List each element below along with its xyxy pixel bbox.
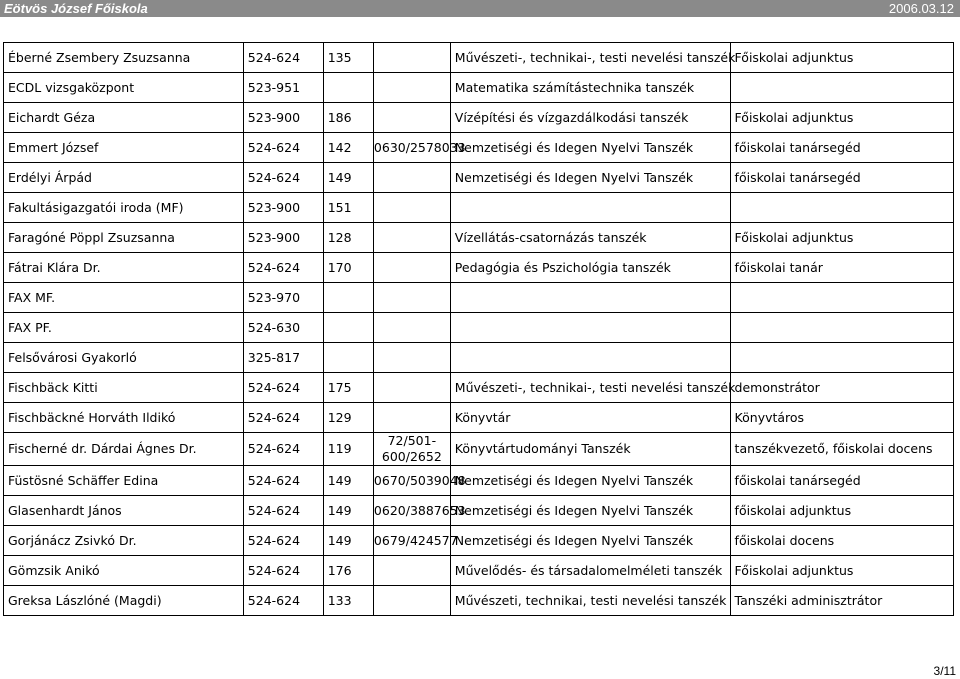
phone-cell: 325-817 [243, 343, 323, 373]
position-cell: Főiskolai adjunktus [730, 43, 953, 73]
page-number: 3/11 [933, 664, 956, 678]
table-row [4, 73, 954, 103]
mobile-cell [373, 283, 450, 313]
extension-cell [323, 283, 373, 313]
phone-cell: 523-970 [243, 283, 323, 313]
name-cell: Erdélyi Árpád [4, 163, 244, 193]
table-row [4, 526, 954, 556]
name-cell: Fischbäckné Horváth Ildikó [4, 403, 244, 433]
position-cell: főiskolai docens [730, 526, 953, 556]
phone-cell: 523-951 [243, 73, 323, 103]
name-cell: Fakultásigazgatói iroda (MF) [4, 193, 244, 223]
phone-cell: 524-624 [243, 433, 323, 466]
name-cell: Füstösné Schäffer Edina [4, 466, 244, 496]
extension-cell: 170 [323, 253, 373, 283]
mobile-cell: 0620/3887653 [373, 496, 450, 526]
position-cell: Tanszéki adminisztrátor [730, 586, 953, 616]
table-row [4, 403, 954, 433]
page-header [0, 0, 960, 17]
department-cell: Vízépítési és vízgazdálkodási tanszék [450, 103, 730, 133]
mobile-cell [373, 343, 450, 373]
phone-cell: 524-624 [243, 43, 323, 73]
table-row [4, 283, 954, 313]
name-cell: Emmert József [4, 133, 244, 163]
extension-cell: 149 [323, 163, 373, 193]
header-date: 2006.03.12 [888, 1, 954, 16]
extension-cell: 129 [323, 403, 373, 433]
name-cell: FAX PF. [4, 313, 244, 343]
mobile-cell: 72/501-600/2652 [373, 433, 450, 466]
extension-cell [323, 343, 373, 373]
mobile-cell [373, 313, 450, 343]
table-row [4, 193, 954, 223]
department-cell: Nemzetiségi és Idegen Nyelvi Tanszék [450, 496, 730, 526]
mobile-cell [373, 43, 450, 73]
position-cell: demonstrátor [730, 373, 953, 403]
position-cell: főiskolai adjunktus [730, 496, 953, 526]
position-cell: Főiskolai adjunktus [730, 223, 953, 253]
table-row [4, 433, 954, 466]
position-cell: Főiskolai adjunktus [730, 556, 953, 586]
table-row [4, 223, 954, 253]
position-cell: Főiskolai adjunktus [730, 103, 953, 133]
phone-cell: 524-624 [243, 163, 323, 193]
name-cell: Felsővárosi Gyakorló [4, 343, 244, 373]
position-cell: tanszékvezető, főiskolai docens [730, 433, 953, 466]
department-cell: Művészeti-, technikai-, testi nevelési tanszék [450, 43, 730, 73]
position-cell: főiskolai tanársegéd [730, 133, 953, 163]
position-cell: főiskolai tanár [730, 253, 953, 283]
extension-cell: 128 [323, 223, 373, 253]
name-cell: ECDL vizsgaközpont [4, 73, 244, 103]
mobile-cell: 0679/424577 [373, 526, 450, 556]
mobile-cell [373, 556, 450, 586]
name-cell: Faragóné Pöppl Zsuzsanna [4, 223, 244, 253]
extension-cell: 151 [323, 193, 373, 223]
name-cell: Fischerné dr. Dárdai Ágnes Dr. [4, 433, 244, 466]
department-cell: Művelődés- és társadalomelméleti tanszék [450, 556, 730, 586]
department-cell: Nemzetiségi és Idegen Nyelvi Tanszék [450, 163, 730, 193]
table-row [4, 253, 954, 283]
extension-cell: 175 [323, 373, 373, 403]
name-cell: Gömzsik Anikó [4, 556, 244, 586]
department-cell: Vízellátás-csatornázás tanszék [450, 223, 730, 253]
mobile-cell [373, 193, 450, 223]
name-cell: Fischbäck Kitti [4, 373, 244, 403]
department-cell: Művészeti, technikai, testi nevelési tanszék [450, 586, 730, 616]
name-cell: Glasenhardt János [4, 496, 244, 526]
position-cell: Könyvtáros [730, 403, 953, 433]
phone-cell: 524-624 [243, 133, 323, 163]
mobile-cell [373, 586, 450, 616]
extension-cell: 149 [323, 466, 373, 496]
table-row [4, 163, 954, 193]
department-cell [450, 283, 730, 313]
phone-cell: 524-624 [243, 526, 323, 556]
department-cell [450, 313, 730, 343]
department-cell: Matematika számítástechnika tanszék [450, 73, 730, 103]
extension-cell: 176 [323, 556, 373, 586]
mobile-cell [373, 403, 450, 433]
name-cell: Greksa Lászlóné (Magdi) [4, 586, 244, 616]
mobile-cell [373, 163, 450, 193]
department-cell [450, 193, 730, 223]
phone-cell: 524-624 [243, 466, 323, 496]
name-cell: FAX MF. [4, 283, 244, 313]
mobile-cell [373, 373, 450, 403]
extension-cell: 119 [323, 433, 373, 466]
name-cell: Éberné Zsembery Zsuzsanna [4, 43, 244, 73]
table-row [4, 586, 954, 616]
table-row [4, 133, 954, 163]
phone-cell: 524-624 [243, 586, 323, 616]
position-cell [730, 343, 953, 373]
table-row [4, 313, 954, 343]
phone-directory-table [3, 42, 954, 616]
department-cell: Könyvtár [450, 403, 730, 433]
phone-cell: 524-624 [243, 556, 323, 586]
position-cell [730, 283, 953, 313]
department-cell: Nemzetiségi és Idegen Nyelvi Tanszék [450, 466, 730, 496]
name-cell: Fátrai Klára Dr. [4, 253, 244, 283]
position-cell [730, 73, 953, 103]
institution-title: Eötvös József Főiskola [4, 1, 148, 16]
extension-cell: 133 [323, 586, 373, 616]
mobile-cell [373, 103, 450, 133]
name-cell: Eichardt Géza [4, 103, 244, 133]
phone-cell: 524-624 [243, 403, 323, 433]
department-cell: Könyvtártudományi Tanszék [450, 433, 730, 466]
department-cell [450, 343, 730, 373]
table-row [4, 43, 954, 73]
table-row [4, 556, 954, 586]
phone-cell: 523-900 [243, 103, 323, 133]
department-cell: Pedagógia és Pszichológia tanszék [450, 253, 730, 283]
table-row [4, 373, 954, 403]
position-cell [730, 313, 953, 343]
position-cell: főiskolai tanársegéd [730, 466, 953, 496]
phone-cell: 524-630 [243, 313, 323, 343]
extension-cell: 149 [323, 526, 373, 556]
mobile-cell [373, 223, 450, 253]
table-row [4, 466, 954, 496]
extension-cell: 186 [323, 103, 373, 133]
table-row [4, 103, 954, 133]
mobile-cell: 0630/2578033 [373, 133, 450, 163]
extension-cell: 135 [323, 43, 373, 73]
position-cell: főiskolai tanársegéd [730, 163, 953, 193]
table-row [4, 496, 954, 526]
extension-cell [323, 73, 373, 103]
name-cell: Gorjánácz Zsivkó Dr. [4, 526, 244, 556]
phone-cell: 524-624 [243, 496, 323, 526]
department-cell: Nemzetiségi és Idegen Nyelvi Tanszék [450, 526, 730, 556]
department-cell: Nemzetiségi és Idegen Nyelvi Tanszék [450, 133, 730, 163]
mobile-cell: 0670/5039048 [373, 466, 450, 496]
mobile-cell [373, 253, 450, 283]
mobile-cell [373, 73, 450, 103]
phone-cell: 524-624 [243, 253, 323, 283]
phone-cell: 523-900 [243, 223, 323, 253]
table-row [4, 343, 954, 373]
extension-cell: 149 [323, 496, 373, 526]
extension-cell [323, 313, 373, 343]
directory-body [4, 43, 954, 616]
phone-cell: 524-624 [243, 373, 323, 403]
extension-cell: 142 [323, 133, 373, 163]
position-cell [730, 193, 953, 223]
phone-cell: 523-900 [243, 193, 323, 223]
department-cell: Művészeti-, technikai-, testi nevelési tanszék [450, 373, 730, 403]
